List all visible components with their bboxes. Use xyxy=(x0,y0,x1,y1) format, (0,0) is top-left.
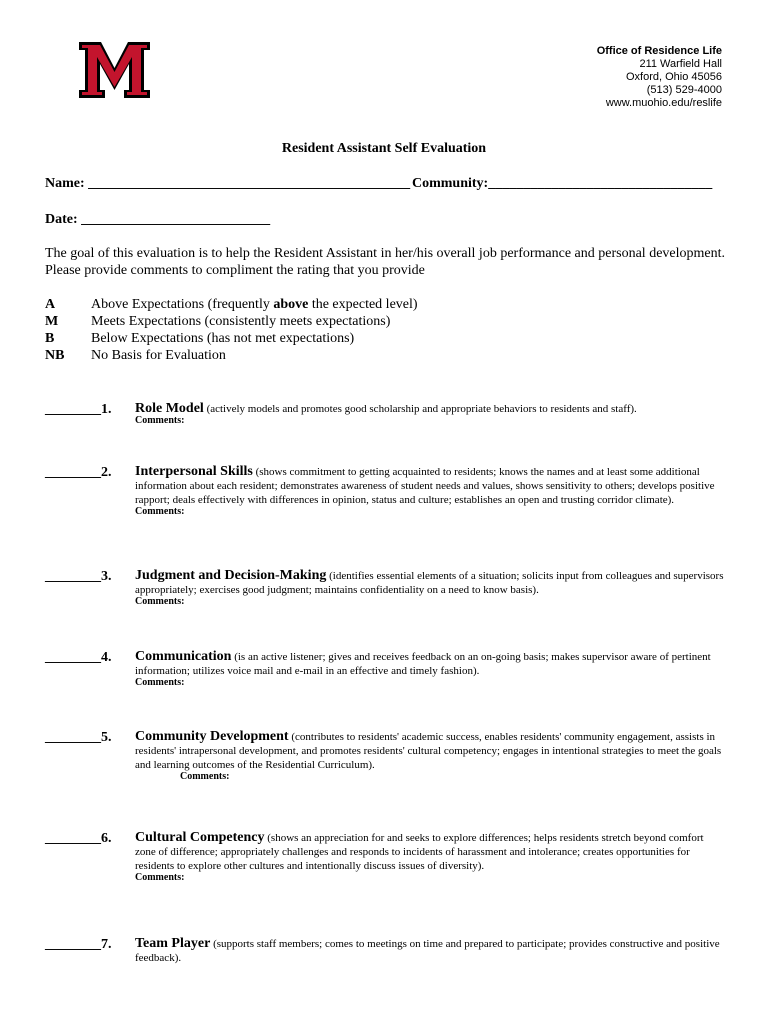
item-description: (contributes to residents' academic success, enables residents' community engagement, assists in residents' intrapersonal development, and promotes residents' cultural competency; engages in intentional strategies to meet the goals and learning outcomes of the Residential Curriculum). xyxy=(135,731,722,771)
scale-row xyxy=(45,330,418,347)
item-body xyxy=(135,402,725,426)
item-title: Interpersonal Skills xyxy=(135,464,253,479)
item-body xyxy=(135,730,725,782)
item-text xyxy=(135,730,725,772)
item-text xyxy=(135,831,725,873)
item-description: (is an active listener; gives and receives feedback on an on-going basis; makes supervisor aware of pertinent information; utilizes voice mail and e-mail in an effective and timely fashion). xyxy=(135,651,711,677)
scale-code: M xyxy=(45,314,59,329)
website-link[interactable]: www.muohio.edu/reslife xyxy=(605,97,722,109)
logo-shape xyxy=(79,42,150,98)
scale-description-text: No Basis for Evaluation xyxy=(91,348,226,363)
comments-label: Comments: xyxy=(135,506,185,517)
item-title: Communication xyxy=(135,649,232,664)
item-description: (shows an appreciation for and seeks to explore differences; helps residents stretch beyond comfort zone of difference; appropriately challenges and responds to incidents of harassment and intolerance; creates opportunities for residents to explore other cultures and intentionally discuss issues of diversity). xyxy=(135,832,704,872)
item-title: Team Player xyxy=(135,936,211,951)
rating-blank[interactable]: ________7. xyxy=(45,937,112,952)
scale-description-text: Meets Expectations (consistently meets expectations) xyxy=(91,314,391,329)
item-title: Judgment and Decision-Making xyxy=(135,568,327,583)
miami-m-logo xyxy=(77,40,152,100)
item-body xyxy=(135,569,725,607)
item-body xyxy=(135,465,725,517)
office-address-block xyxy=(597,45,722,110)
item-text xyxy=(135,650,725,678)
scale-description xyxy=(91,313,390,330)
rating-blank[interactable]: ________1. xyxy=(45,402,112,417)
scale-code: B xyxy=(45,331,55,346)
scale-row xyxy=(45,347,418,364)
scale-description xyxy=(91,347,226,364)
rating-blank[interactable]: ________5. xyxy=(45,730,112,745)
scale-description-tail: the expected level) xyxy=(308,297,418,312)
item-body xyxy=(135,650,725,688)
comments-label: Comments: xyxy=(135,677,185,688)
scale-description xyxy=(91,296,418,313)
item-title: Role Model xyxy=(135,401,204,416)
item-body xyxy=(135,937,725,965)
comments-label: Comments: xyxy=(180,771,230,782)
scale-row xyxy=(45,313,418,330)
scale-code: A xyxy=(45,297,56,312)
page-title: Resident Assistant Self Evaluation xyxy=(281,141,487,156)
name-field[interactable]: Name: ______________________________________________ xyxy=(45,176,411,191)
item-text xyxy=(135,569,725,597)
item-text xyxy=(135,937,725,965)
scale-emphasis: above xyxy=(273,297,309,312)
scale-description-text: Below Expectations (has not met expectations) xyxy=(91,331,355,346)
community-field[interactable]: Community:________________________________ xyxy=(412,176,713,191)
rating-blank[interactable]: ________3. xyxy=(45,569,112,584)
item-text xyxy=(135,402,725,416)
phone: (513) 529-4000 xyxy=(646,84,722,96)
item-description: (shows commitment to getting acquainted to residents; knows the names and at least some additional information about each resident; demonstrates awareness of student needs and values, shows sensitivity to others; develops positive rapport; deals effectively with differences in opinion, status and culture; establishes an open and trusting corridor climate). xyxy=(135,466,715,506)
item-title: Cultural Competency xyxy=(135,830,265,845)
item-text xyxy=(135,465,725,507)
rating-scale xyxy=(45,296,418,364)
rating-blank[interactable]: ________6. xyxy=(45,831,112,846)
item-body xyxy=(135,831,725,883)
office-name: Office of Residence Life xyxy=(596,45,722,57)
date-field[interactable]: Date: ___________________________ xyxy=(45,212,271,227)
item-description: (identifies essential elements of a situation; solicits input from colleagues and supervisors appropriately; exercises good judgment; maintains confidentiality on a need to know basis). xyxy=(135,570,724,596)
comments-label: Comments: xyxy=(135,872,185,883)
item-description: (actively models and promotes good scholarship and appropriate behaviors to residents and staff). xyxy=(203,403,637,415)
address-line-2: Oxford, Ohio 45056 xyxy=(625,71,722,83)
scale-row xyxy=(45,296,418,313)
intro-paragraph: The goal of this evaluation is to help the Resident Assistant in her/his overall job performance and personal development. Please provide comments to compliment the rating that you provide xyxy=(45,246,725,278)
scale-description xyxy=(91,330,354,347)
address-line-1: 211 Warfield Hall xyxy=(639,58,722,70)
scale-code: NB xyxy=(45,348,65,363)
scale-description-text: Above Expectations (frequently xyxy=(91,297,274,312)
rating-blank[interactable]: ________2. xyxy=(45,465,112,480)
comments-label: Comments: xyxy=(135,415,185,426)
rating-blank[interactable]: ________4. xyxy=(45,650,112,665)
item-title: Community Development xyxy=(135,729,289,744)
item-description: (supports staff members; comes to meetings on time and prepared to participate; provides constructive and positive feedback). xyxy=(135,938,720,964)
comments-label: Comments: xyxy=(135,596,185,607)
